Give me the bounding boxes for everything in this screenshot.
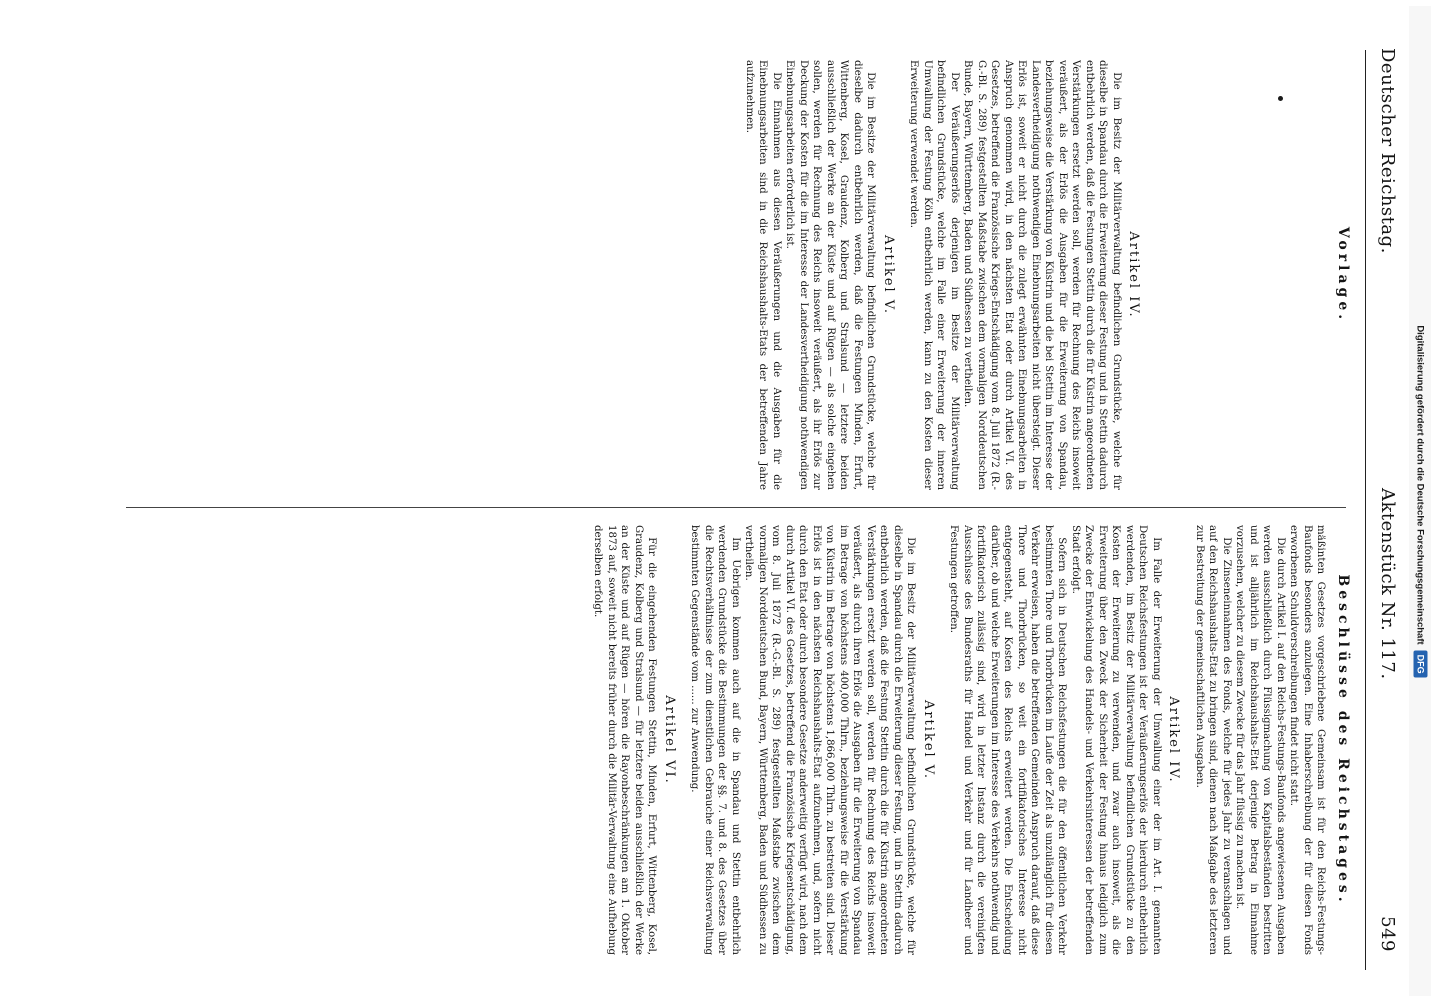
page-number: 549	[1377, 916, 1398, 952]
header-title: Deutscher Reichstag.	[1377, 48, 1398, 254]
beschluesse-artikel-iv-paragraph: Im Falle der Erweiterung der Umwallung einer der im Art. I. genannten Deutschen Reichsfestungen ist der Veräußerungserlös der hierdurch entbehrlich werdenden, im Besitz der Militärverwaltung befindlichen Grundstücke zu den Kosten der Erweiterung zu verwenden, und zwar auch insoweit, als die Erweiterung über den Zweck der Sicherheit der Festung hinaus lediglich zum Zwecke der Entwickelung des Handels- und Verkehrsinteressen der betreffenden Stadt erfolgt.	[1070, 525, 1162, 955]
header-rule	[1365, 50, 1366, 970]
digitization-note-text: Digitalisierung gefördert durch die Deutsche Forschungsgemeinschaft	[1414, 325, 1426, 645]
vorlage-column	[51, 60, 1351, 490]
page-header	[1368, 48, 1400, 970]
vorlage-artikel-iv-heading: Artikel IV.	[1126, 231, 1142, 319]
beschluesse-artikel-iv-paragraph: Sofern sich in Deutschen Reichsfestungen die für den öffentlichen Verkehr bestimmten Thore und Thorbrücken im Laufe der Zeit als unzulänglich für diesen Verkehr erweisen, haben die betreffenden Gemeinden Anspruch darauf, daß diese Thore und Thorbrücken, so weit ein fortifikatorisches Interesse nicht entgegensteht, auf Kosten des Reichs erweitert werden. Die Entscheidung darüber, ob und welche Erweiterungen im Interesse des Verkehrs nothwendig und fortifikatorisch zulässig sind, wird in letzter Instanz durch die vereinigten Ausschüsse des Bundesraths für Handel und Verkehr und für Landheer und Festungen getroffen.	[948, 525, 1068, 955]
column-divider	[126, 507, 1346, 508]
dfg-logo: DFG	[1414, 651, 1428, 678]
beschluesse-artikel-v-paragraph: Im Uebrigen kommen auch auf die in Spandau und Stettin entbehrlich werdenden Grundstücke die Bestimmungen der §§. 7. und 8. des Gesetzes über die Rechtsverhältnisse der zum dienstlichen Gebrauche einer Reichsverwaltung bestimmten Gegenstände vom ...... zur Anwendung.	[689, 525, 741, 955]
vorlage-heading: Vorlage.	[1335, 226, 1351, 324]
vorlage-artikel-iv-paragraph: Die im Besitz der Militärverwaltung befindlichen Grundstücke, welche für dieselbe in Spandau durch die Erweiterung dieser Festung und in Stettin dadurch entbehrlich werden, daß die Festungen Stettin durch die für Küstrin angeordneten Verstärkungen ersetzt werden soll, werden für Rechnung des Reichs insoweit veräußert, als der Erlös die Ausgaben für die Erweiterung von Spandau, beziehungsweise die Verstärkung von Küstrin und die bei Stettin im Interesse der Landesvertheidigung nothwendigen Einebnungsarbeiten nicht übersteigt. Dieser Erlös ist, soweit er nicht durch die zulegt erwähnten Einebnungsarbeiten in Anspruch genommen wird, in den nächsten Etat oder durch Artikel VI. des Gesetzes, betreffend die Französische Kriegs-Entschädigung vom 8. Juli 1872 (R.-G.-Bl. S. 289) festgestellten Maßstabe zwischen dem vormaligen Norddeutschen Bunde, Bayern, Württemberg, Baden und Südhessen zu vertheilen.	[962, 60, 1122, 490]
header-document-number: Aktenstück Nr. 117.	[1377, 488, 1398, 680]
beschluesse-artikel-vi-paragraph: Für die eingehenden Festungen Stettin, Minden, Erfurt, Wittenberg, Kosel, Graudenz, Kolberg und Stralsund — für letztere beiden ausschließlich der Werke an der Küste und auf Rügen — hören die Rayonbeschränkungen am 1. Oktober 1873 auf, soweit nicht bereits früher durch die Militär-Verwaltung eine Aufhebung derselben erfolgt.	[592, 525, 658, 955]
vorlage-artikel-iv-paragraph: Der Veräußerungserlös derjenigen im Besitze der Militärverwaltung befindlichen Grundstücke, welche im Falle einer Erweiterung der inneren Umwallung der Festung Köln entbehrlich werden, kann zu den Kosten dieser Erweiterung verwendet werden.	[908, 60, 960, 490]
document-page	[26, 20, 1406, 980]
vorlage-blank-space	[1153, 60, 1328, 490]
vorlage-artikel-v-heading: Artikel V.	[881, 234, 896, 316]
beschluesse-paragraph: Die durch Artikel I. auf den Reichs-Festungs-Baufonds angewiesenen Ausgaben werden ausschließlich durch Flüssigmachung von Kapitalsbeständen bestritten und ist alljährlich im Reichshaushalts-Etat derjenige Betrag in Einnahme vorzusehen, welcher zu diesem Zwecke für das Jahr flüssig zu machen ist.	[1234, 525, 1286, 955]
beschluesse-artikel-iv-heading: Artikel IV.	[1166, 696, 1182, 784]
digitization-note-text-row	[1413, 7, 1428, 997]
digitization-note	[1409, 6, 1431, 996]
scan-speck	[1278, 96, 1283, 101]
beschluesse-column	[51, 525, 1351, 955]
vorlage-artikel-v-paragraph: Die Einnahmen aus diesen Veräußerungen und die Ausgaben für die Einebnungsarbeiten sind in die Reichshaushalts-Etats der betreffenden Jahre aufzunehmen.	[744, 60, 782, 490]
beschluesse-paragraph: mäßinten Gesetzes vorgeschriebene Gemeinsam ist für den Reichs-Festungs-Baufonds besonders anzulegen. Eine Inhaberschreibung der für diesen Fonds erworbenen Schuldverschreibungen findet nicht statt.	[1288, 525, 1327, 955]
beschluesse-artikel-vi-heading: Artikel VI.	[662, 695, 677, 785]
beschluesse-artikel-v-paragraph: Die im Besitz der Militärverwaltung befindlichen Grundstücke, welche für dieselbe in Spandau durch die Erweiterung dieser Festung, und in Stettin dadurch entbehrlich werden, daß die Festung Stettin durch die für Küstrin angeordneten Verstärkungen ersetzt werden soll, werden für Rechnung des Reichs insoweit veräußert, als durch ihren Erlös die Ausgaben für die Erweiterung von Spandau im Betrage von höchstens 400,000 Thlrn., beziehungsweise für die Verstärkung von Küstrin im Betrage von höchstens 1,866,000 Thlrn. zu bestreiten sind. Dieser Erlös ist in den nächsten Reichshaushalts-Etat aufzunehmen, und, sofern nicht durch den Etat oder durch besondere Gesetze anderweitig verfügt wird, nach dem durch Artikel VI. des Gesetzes, betreffend die Französische Kriegsentschädigung, vom 8. Juli 1872 (R.-G.-Bl. S. 289) festgestellten Maßstabe zwischen dem vormaligen Norddeutschen Bund, Bayern, Württemberg, Baden und Südhessen zu vertheilen.	[743, 525, 917, 955]
beschluesse-artikel-v-heading: Artikel V.	[921, 699, 936, 781]
beschluesse-heading: Beschlüsse des Reichstages.	[1335, 574, 1351, 906]
vorlage-artikel-v-paragraph: Die im Besitze der Militärverwaltung befindlichen Grundstücke, welche für dieselbe dadurch entbehrlich werden, daß die Festungen Minden, Erfurt, Wittenberg, Kosel, Graudenz, Kolberg und Stralsund — letztere beiden ausschließlich der Werke an der Küste und auf Rügen — als solche eingehen sollen, werden für Rechnung des Reichs insoweit veräußert, als ihr Erlös zur Deckung der Kosten für die im Interesse der Landesvertheidigung nothwendigen Einebnungsarbeiten erforderlich ist.	[784, 60, 877, 490]
beschluesse-paragraph: Die Zinseneinnahmen des Fonds, welche für jedes Jahr zu veranschlagen und auf den Reichshaushalts-Etat zu bringen sind, dienen nach Maßgabe des letzteren zur Bestreitung der gemeinschaftlichen Ausgaben.	[1194, 525, 1232, 955]
